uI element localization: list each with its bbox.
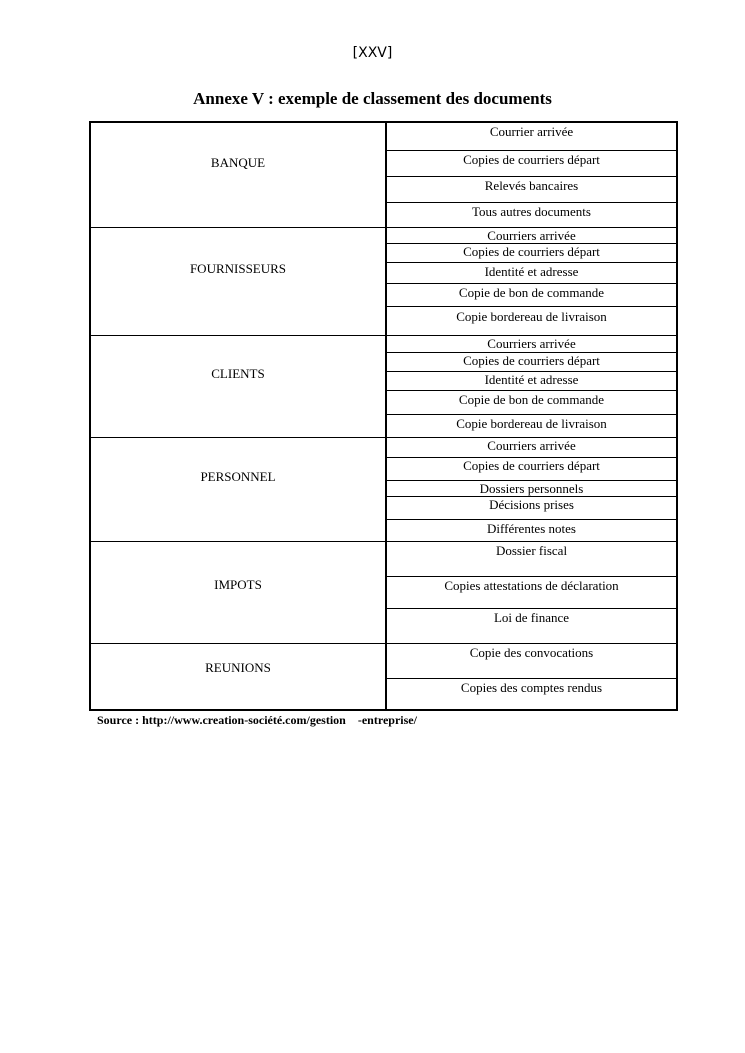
group-banque <box>91 123 676 227</box>
document-item: Courriers arrivée <box>387 228 676 244</box>
document-item: Copies de courriers départ <box>387 458 676 481</box>
category-label: CLIENTS <box>211 366 265 381</box>
document-item: Copies de courriers départ <box>387 353 676 372</box>
document-item: Copies de courriers départ <box>387 244 676 263</box>
document-item: Décisions prises <box>387 497 676 520</box>
document-item: Identité et adresse <box>387 372 676 391</box>
source-text-suffix: -entreprise/ <box>357 713 417 727</box>
document-item: Copie bordereau de livraison <box>456 309 607 324</box>
document-list <box>385 644 676 709</box>
group-reunions <box>91 643 676 709</box>
page-number: [XXV] <box>352 45 393 61</box>
document-item: Copie de bon de commande <box>387 284 676 307</box>
source-text: Source : http://www.creation-société.com/gestion <box>97 713 346 727</box>
document-item: Différentes notes <box>487 521 576 536</box>
document-list <box>385 336 676 437</box>
group-fournisseurs <box>91 227 676 335</box>
category-label: FOURNISSEURS <box>189 261 287 276</box>
category-label: REUNIONS <box>205 660 271 675</box>
document-item: Copie bordereau de livraison <box>456 416 607 431</box>
group-personnel <box>91 437 676 541</box>
group-impots <box>91 541 676 643</box>
document-item: Copies des comptes rendus <box>460 680 603 695</box>
document-item: Courriers arrivée <box>387 336 676 353</box>
document-list <box>385 438 676 541</box>
category-label: BANQUE <box>210 155 266 170</box>
document-item: Identité et adresse <box>387 263 676 284</box>
document-item: Courrier arrivée <box>387 123 676 151</box>
document-item: Copies attestations de déclaration <box>387 577 676 609</box>
group-clients <box>91 335 676 437</box>
document-item: Copie des convocations <box>387 644 676 679</box>
source-citation <box>97 713 417 728</box>
document-list <box>385 228 676 335</box>
document-item: Copie de bon de commande <box>387 391 676 415</box>
document-list <box>385 542 676 643</box>
document-item: Dossier fiscal <box>387 542 676 577</box>
document-item: Dossiers personnels <box>387 481 676 497</box>
document-item: Copies de courriers départ <box>387 151 676 177</box>
document-item: Courriers arrivée <box>387 438 676 458</box>
classification-table <box>89 121 678 711</box>
category-label: IMPOTS <box>214 577 262 592</box>
document-list <box>385 123 676 227</box>
document-item: Relevés bancaires <box>387 177 676 203</box>
annex-title: Annexe V : exemple de classement des documents <box>193 89 552 108</box>
document-item: Loi de finance <box>493 610 570 625</box>
category-label: PERSONNEL <box>200 469 276 484</box>
document-item: Tous autres documents <box>472 204 591 219</box>
